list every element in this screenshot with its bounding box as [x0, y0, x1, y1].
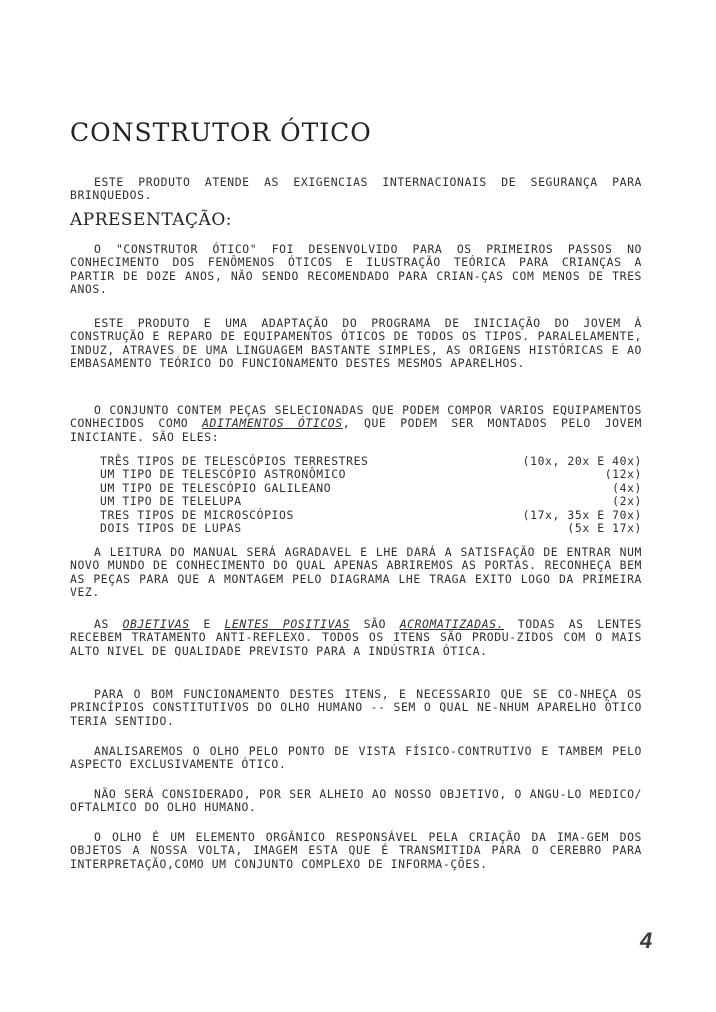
list-item: UM TIPO DE TELESCÓPIO ASTRONÔMICO (12x) — [100, 467, 642, 482]
page-title: CONSTRUTOR ÓTICO — [70, 118, 372, 147]
paragraph-8: NÃO SERÁ CONSIDERADO, POR SER ALHEIO AO NOSSO OBJETIVO, O ANGU-LO MEDICO/ OFTALMICO DO OLHO HUMANO. — [70, 787, 642, 815]
paragraph-5: AS OBJETIVAS E LENTES POSITIVAS SÃO ACROMATIZADAS. TODAS AS LENTES RECEBEM TRATAMENTO ANTI-REFLEXO. TODOS OS ITENS SÃO PRODU-ZIDOS COM O MAIS ALTO NIVEL DE QUALIDADE PREVISTO PARA A INDÚSTRIA ÓTICA. — [70, 617, 643, 658]
objetivas-emphasis: OBJETIVAS — [122, 617, 190, 631]
list-item: TRES TIPOS DE MICROSCÓPIOS (17x, 35x E 70x) — [100, 507, 642, 522]
paragraph-6: PARA O BOM FUNCIONAMENTO DESTES ITENS, E NECESSARIO QUE SE CO-NHEÇA OS PRINCÍPIOS CONSTITUTIVOS DO OLHO HUMANO -- SEM O QUAL NE-NHUM APARELHO ÓTICO TERIA SENTIDO. — [70, 687, 642, 728]
paragraph-1: O "CONSTRUTOR ÓTICO" FOI DESENVOLVIDO PARA OS PRIMEIROS PASSOS NO CONHECIMENTO DOS FENÔMENOS ÓTICOS E ILUSTRAÇÃO TEÓRICA PARA CRIANÇAS A PARTIR DE DOZE ANOS, NÃO SENDO RECOMENDADO PARA CRIAN-ÇAS COM MENOS DE TRES ANOS. — [70, 242, 642, 297]
list-item: UM TIPO DE TELELUPA (2x) — [100, 494, 642, 509]
paragraph-9: O OLHO É UM ELEMENTO ORGÂNICO RESPONSÁVEL PELA CRIAÇÃO DA IMA-GEM DOS OBJETOS A NOSSA VOLTA, IMAGEM ESTA QUE É TRANSMITIDA PARA O CEREBRO PARA INTERPRETAÇÃO,COMO UM CONJUNTO COMPLEXO DE INFORMA-ÇÕES. — [70, 830, 642, 871]
lentes-positivas-emphasis: LENTES POSITIVAS — [224, 617, 350, 631]
intro-paragraph: ESTE PRODUTO ATENDE AS EXIGENCIAS INTERNACIONAIS DE SEGURANÇA PARA BRINQUEDOS. — [70, 175, 642, 203]
list-item: TRÊS TIPOS DE TELESCÓPIOS TERRESTRES (10x, 20x E 40x) — [100, 454, 642, 468]
acromatizadas-emphasis: ACROMATIZADAS. — [399, 617, 505, 631]
paragraph-7: ANALISAREMOS O OLHO PELO PONTO DE VISTA FÍSICO-CONTRUTIVO E TAMBEM PELO ASPECTO EXCLUSIVAMENTE ÓTICO. — [70, 744, 642, 772]
paragraph-3: O CONJUNTO CONTEM PEÇAS SELECIONADAS QUE PODEM COMPOR VARIOS EQUIPAMENTOS CONHECIDOS COMO ADITAMENTOS ÓTICOS, QUE PODEM SER MONTADOS PELO JOVEM INICIANTE. SÃO ELES: — [70, 403, 642, 444]
equipment-list — [100, 455, 642, 535]
paragraph-4: A LEITURA DO MANUAL SERÁ AGRADAVEL E LHE DARÁ A SATISFAÇÃO DE ENTRAR NUM NOVO MUNDO DE CONHECIMENTO DO QUAL APENAS ABRIREMOS AS PORTAS. RECONHEÇA BEM AS PEÇAS PARA QUE A MONTAGEM PELO DIAGRAMA LHE TRAGA EXITO LOGO DA PRIMEIRA VEZ. — [70, 545, 642, 600]
list-item: DOIS TIPOS DE LUPAS (5x E 17x) — [100, 521, 642, 536]
paragraph-2: ESTE PRODUTO E UMA ADAPTAÇÃO DO PROGRAMA DE INICIAÇÃO DO JOVEM À CONSTRUÇÃO E REPARO DE EQUIPAMENTOS ÓTICOS DE TODOS OS TIPOS. PARALELAMENTE, INDUZ, ATRAVES DE UMA LINGUAGEM BASTANTE SIMPLES, AS ORIGENS HISTÓRICAS E AO EMBASAMENTO TEÓRICO DO FUNCIONAMENTO DESTES MESMOS APARELHOS. — [70, 316, 642, 371]
list-item: UM TIPO DE TELESCÓPIO GALILEANO (4x) — [100, 480, 642, 495]
section-heading: APRESENTAÇÃO: — [70, 210, 232, 230]
page-number: 4 — [640, 928, 653, 953]
aditamentos-oticos-emphasis: ADITAMENTOS ÓTICOS — [202, 416, 343, 431]
